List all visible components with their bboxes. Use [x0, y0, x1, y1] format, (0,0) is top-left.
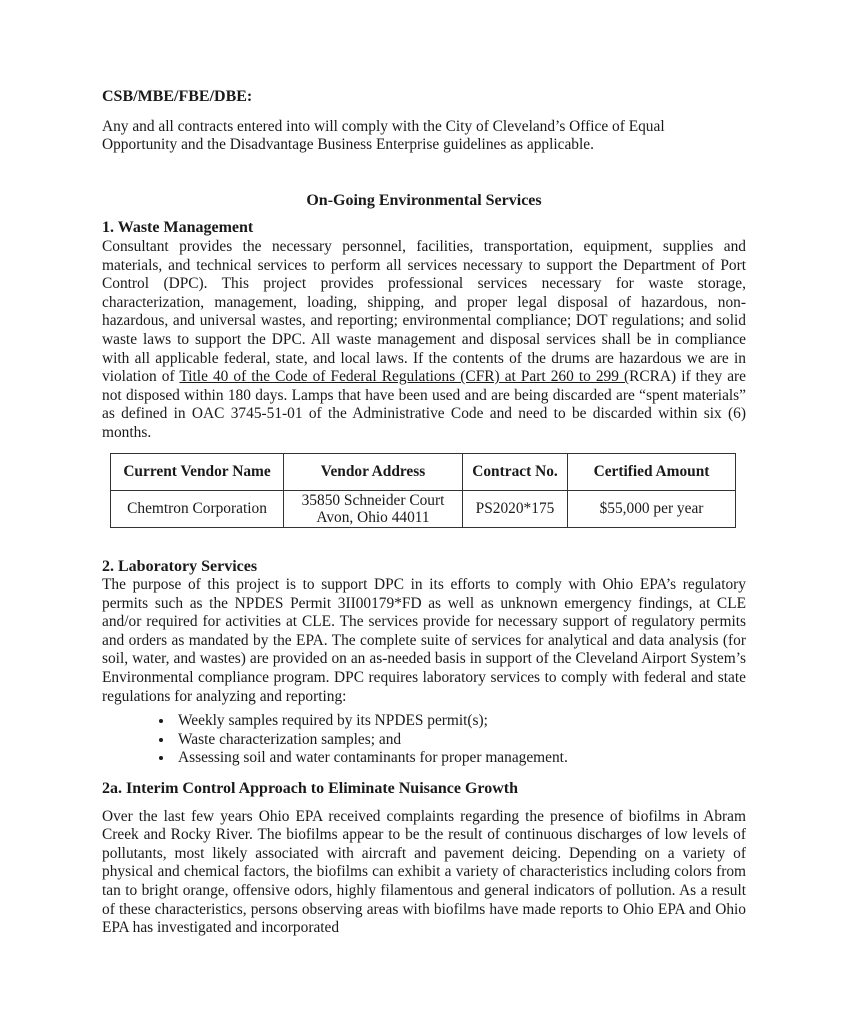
- certified-amount: $55,000 per year: [568, 490, 736, 527]
- main-title: On-Going Environmental Services: [306, 191, 542, 209]
- header-vendor-name: Current Vendor Name: [111, 453, 284, 490]
- interim-text: Over the last few years Ohio EPA received complaints regarding the presence of biofilms in Abram Creek and Rocky River. The biofilms appear to be the result of continuous discharges of low levels of pollutants, most likely associated with aircraft and pavement deicing. Depending on a variety of physical and chemical factors, the biofilms can exhibit a variety of characteristics including colors from tan to bright orange, offensive odors, highly filamentous and general indicators of pollution. As a result of these characteristics, persons observing areas with biofilms have made reports to Ohio EPA and Ohio EPA has investigated and incorporated: [102, 807, 746, 937]
- list-item: • Weekly samples required by its NPDES permit(s);: [174, 712, 746, 731]
- table-header-row: [111, 453, 736, 490]
- list-item: • Assessing soil and water contaminants for proper management.: [174, 749, 746, 768]
- waste-text-after: RCRA) if they are not disposed within 180 days. Lamps that have been used and are being discarded are “spent materials” as defined in OAC 3745-51-01 of the Administrative Code and need to be discarded within six (6) months.: [102, 368, 746, 441]
- interim-heading: 2a. Interim Control Approach to Eliminate Nuisance Growth: [102, 780, 519, 798]
- waste-text-before: Consultant provides the necessary personnel, facilities, transportation, equipment, supplies and materials, and technical services to perform all services necessary to support the Department of Port Control (DPC). This project provides professional services necessary for waste storage, characterization, management, loading, shipping, and proper legal disposal of hazardous, non-hazardous, and universal wastes, and reporting; environmental compliance; DOT regulations; and solid waste laws to support the DPC. All waste management and disposal services shall be in compliance with all applicable federal, state, and local laws. If the contents of the drums are hazardous we are in violation of: [102, 237, 746, 386]
- lab-text: The purpose of this project is to support DPC in its efforts to comply with Ohio EPA’s regulatory permits such as the NPDES Permit 3II00179*FD as well as unknown emergency findings, at CLE and/or required for activities at CLE. The services provide for necessary support of regulatory permits and orders as mandated by the EPA. The complete suite of services for analytical and data analysis (for soil, water, and wastes) are provided on an as-needed basis in support of the Cleveland Airport System’s Environmental compliance program. DPC requires laboratory services to comply with federal and state regulations for analyzing and reporting:: [102, 576, 746, 705]
- waste-heading: 1. Waste Management: [102, 219, 254, 237]
- list-item: • Waste characterization samples; and: [174, 731, 746, 750]
- vendor-address-line2: Avon, Ohio 44011: [316, 508, 430, 526]
- contract-no: PS2020*175: [463, 490, 568, 527]
- table-row: [111, 490, 736, 527]
- vendor-table: [110, 453, 736, 528]
- header-certified-amount: Certified Amount: [568, 453, 736, 490]
- vendor-address: [284, 490, 463, 527]
- lab-heading: 2. Laboratory Services: [102, 557, 258, 575]
- document-page: [102, 88, 746, 938]
- lab-bullet-list: [102, 712, 746, 768]
- vendor-name: Chemtron Corporation: [111, 490, 284, 527]
- header-contract-no: Contract No.: [463, 453, 568, 490]
- csb-heading: CSB/MBE/FBE/DBE:: [102, 88, 253, 105]
- vendor-address-line1: 35850 Schneider Court: [301, 491, 445, 509]
- waste-text: [102, 238, 746, 443]
- header-vendor-address: Vendor Address: [284, 453, 463, 490]
- cfr-reference: Title 40 of the Code of Federal Regulations (CFR) at Part 260 to 299 (: [179, 368, 630, 386]
- csb-text: Any and all contracts entered into will comply with the City of Cleveland’s Office of Equal Opportunity and the Disadvantage Business Enterprise guidelines as applicable.: [102, 117, 665, 154]
